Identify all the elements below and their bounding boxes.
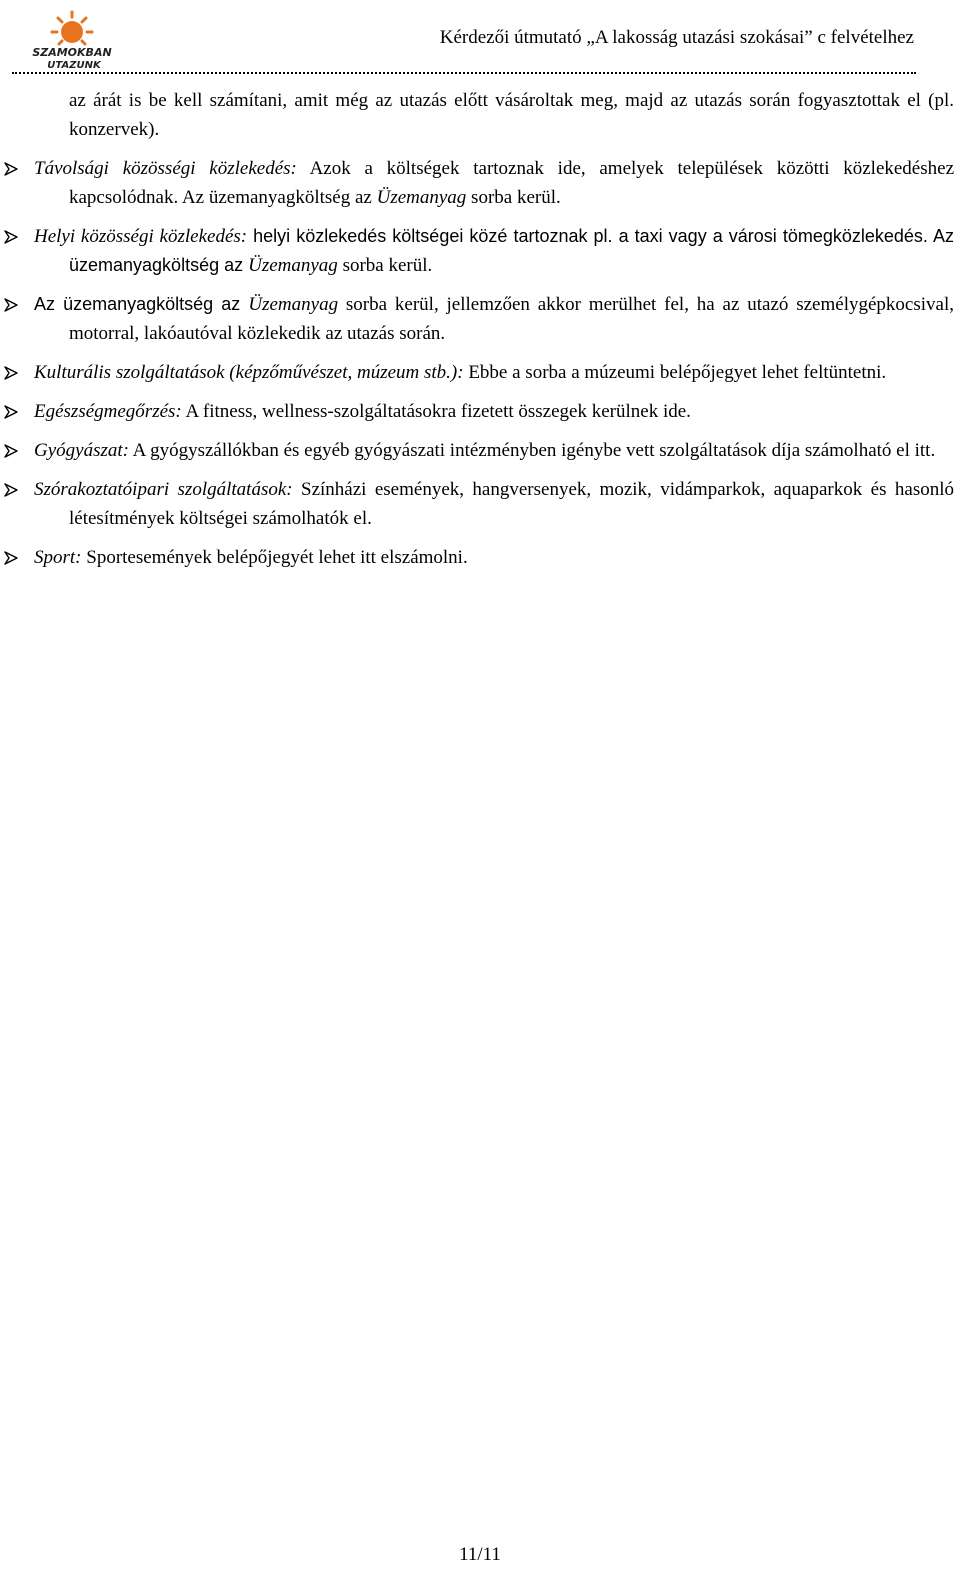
list-item-tail: sorba kerül, jellemzően akkor merülhet fel, ha az utazó személygépkocsival, motorral, lakóautóval közlekedik az utazás során. [69, 294, 954, 344]
page-number: 11/11 [459, 1544, 501, 1565]
list-item-lead: Távolsági közösségi közlekedés: [34, 158, 297, 179]
list-item-tail: sorba kerül. [337, 255, 433, 276]
list-item-body: Az üzemanyagköltség az [34, 294, 249, 314]
list-item-text [34, 290, 954, 348]
list-item-body: Színházi események, hangversenyek, mozik, vidámparkok, aquaparkok és hasonló létesítmények költségei számolhatók el. [69, 479, 954, 529]
list-item-body: Ebbe a sorba a múzeumi belépőjegyet lehet feltüntetni. [463, 362, 887, 383]
list-item-emphasis: Üzemanyag [248, 294, 339, 315]
arrowhead-bullet-icon [4, 551, 18, 565]
list-item [0, 154, 960, 212]
list-item-body: helyi közlekedés költségei közé tartoznak pl. a taxi vagy a városi tömegközlekedés. Az üzemanyagköltség az [69, 226, 954, 275]
list-item-text [34, 154, 954, 212]
list-item [0, 543, 960, 572]
list-item-lead: Szórakoztatóipari szolgáltatások: [34, 479, 293, 500]
list-item-lead: Gyógyászat: [34, 440, 129, 461]
list-item-lead: Helyi közösségi közlekedés: [34, 226, 248, 247]
arrowhead-bullet-icon [4, 483, 18, 497]
list-item-text [34, 397, 954, 426]
list-item [0, 290, 960, 348]
list-item-text [34, 222, 954, 280]
list-item-body: A gyógyszállókban és egyéb gyógyászati intézményben igénybe vett szolgáltatások díja számolható el itt. [128, 440, 936, 461]
sun-logo-icon [22, 8, 122, 72]
list-item-text [34, 436, 954, 465]
list-item [0, 397, 960, 426]
arrowhead-bullet-icon [4, 298, 18, 312]
list-item-emphasis: Üzemanyag [376, 187, 467, 208]
svg-text:UTAZUNK: UTAZUNK [47, 60, 101, 71]
header-title: Kérdezői útmutató „A lakosság utazási szokásai” c felvételhez [439, 27, 914, 48]
document-body [0, 86, 960, 582]
list-item [0, 436, 960, 465]
list-item-emphasis: Üzemanyag [248, 255, 338, 276]
list-item-lead: Kulturális szolgáltatások (képzőművészet, múzeum stb.): [34, 362, 464, 383]
header-divider [12, 72, 916, 74]
list-item-lead: Sport: [34, 547, 82, 568]
list-item-text [34, 543, 954, 572]
list-item [0, 222, 960, 280]
list-item-body: A fitness, wellness-szolgáltatásokra fizetett összegek kerülnek ide. [181, 401, 691, 422]
continuation-paragraph: az árát is be kell számítani, amit még az utazás előtt vásároltak meg, majd az utazás során fogyasztottak el (pl. konzervek). [69, 90, 954, 140]
arrowhead-bullet-icon [4, 162, 18, 176]
list-item-body: Sportesemények belépőjegyét lehet itt elszámolni. [81, 547, 468, 568]
page-header [0, 0, 960, 80]
list-item-body: Azok a költségek tartoznak ide, amelyek települések közötti közlekedéshez kapcsolódnak. Az üzemanyagköltség az [69, 158, 954, 208]
svg-text:SZAMOKBAN: SZAMOKBAN [32, 46, 112, 59]
arrowhead-bullet-icon [4, 444, 18, 458]
arrowhead-bullet-icon [4, 230, 18, 244]
arrowhead-bullet-icon [4, 366, 18, 380]
arrowhead-bullet-icon [4, 405, 18, 419]
bullet-list [0, 154, 960, 572]
list-item [0, 358, 960, 387]
list-item-text [34, 475, 954, 533]
list-item [0, 475, 960, 533]
list-item-tail: sorba kerül. [466, 187, 561, 208]
list-item-lead: Egészségmegőrzés: [34, 401, 182, 422]
list-item-text [34, 358, 954, 387]
